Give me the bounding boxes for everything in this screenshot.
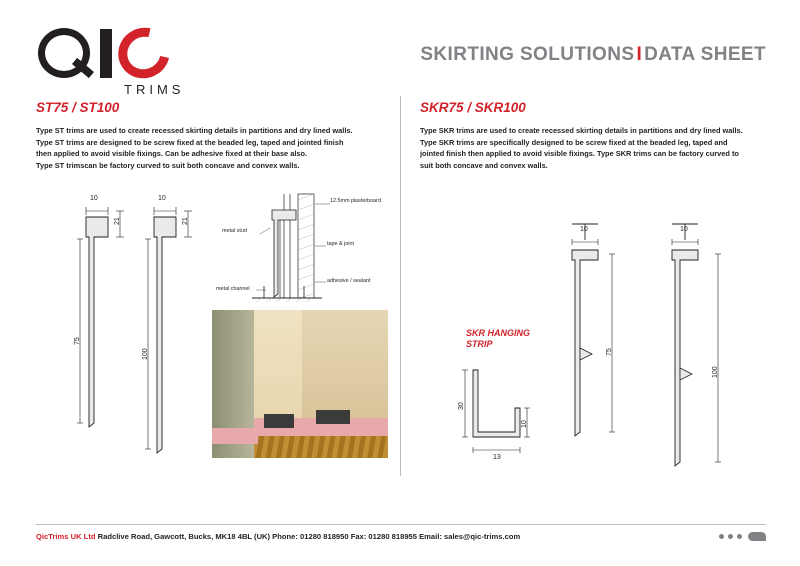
- footer-company: QicTrims UK Ltd: [36, 532, 96, 541]
- skr100-profile-drawing: [658, 218, 768, 488]
- photo-shadow-gap-2: [316, 410, 350, 424]
- right-column: [420, 100, 770, 171]
- skr-hanging-strip-svg: [455, 362, 555, 472]
- right-body-line-4: suit both concave and convex walls.: [420, 160, 548, 170]
- page-title-separator: I: [636, 44, 643, 65]
- photo-skirting-recess-left: [212, 428, 258, 444]
- detail-label-tape-joint: tape & joint: [327, 241, 354, 247]
- footer-swoosh-icon: [748, 532, 766, 541]
- right-section-title: SKR75 / SKR100: [420, 100, 526, 115]
- qic-trims-logo: [36, 22, 206, 97]
- st75-side-dim: 21: [114, 217, 121, 225]
- page-title-part2: DATA SHEET: [644, 44, 766, 65]
- skr100-profile-svg: [658, 218, 768, 488]
- st75-top-dim: 10: [90, 195, 98, 202]
- st100-top-dim: 10: [158, 195, 166, 202]
- left-section-title: ST75 / ST100: [36, 100, 120, 115]
- st75-height-dim: 75: [74, 337, 81, 345]
- st75-profile-svg: [72, 195, 142, 445]
- left-column: [36, 100, 386, 171]
- column-divider: [400, 96, 401, 476]
- left-body-line-4: Type ST trimscan be factory curved to suit both concave and convex walls.: [36, 160, 300, 170]
- detail-label-metal-channel: metal channel: [216, 286, 250, 292]
- st75-profile-drawing: [72, 195, 142, 445]
- detail-label-metal-stud: metal stud: [222, 228, 247, 234]
- page-title-part1: SKIRTING SOLUTIONS: [420, 44, 635, 65]
- right-body-line-2: Type SKR trims are specifically designed to be screw fixed at the beaded leg, taped and: [420, 137, 728, 147]
- footer-dot-2: [728, 534, 733, 539]
- left-body-line-3: then applied to avoid visible fixings. Can be adhesive fixed at their base also.: [36, 149, 308, 158]
- skr-hanging-strip-title-line2: STRIP: [466, 339, 493, 349]
- detail-label-plasterboard: 12.5mm plasterboard: [330, 198, 381, 204]
- skr75-profile-drawing: [558, 218, 648, 468]
- left-section-body: [36, 125, 366, 171]
- skr75-profile-svg: [558, 218, 648, 468]
- installation-photo: [212, 310, 388, 458]
- skr-hanging-strip-title: [466, 328, 530, 350]
- skr-strip-height-dim: 30: [458, 402, 465, 410]
- skr100-height-dim: 100: [712, 366, 719, 378]
- left-body-line-2: Type ST trims are designed to be screw fixed at the beaded leg, taped and jointed finish: [36, 137, 344, 147]
- page-header: [0, 0, 800, 97]
- footer-divider: [36, 524, 766, 525]
- page-title: [420, 44, 766, 66]
- skr-hanging-strip-title-line1: SKR HANGING: [466, 328, 531, 338]
- page-footer: [0, 518, 800, 566]
- skr-strip-width-dim: 13: [493, 454, 501, 461]
- logo-letter-c-icon: [109, 18, 180, 88]
- skr75-top-dim: 10: [580, 226, 588, 233]
- wall-detail-drawing: [212, 190, 388, 310]
- wall-detail-svg: [212, 190, 388, 310]
- skr-strip-lip-dim: 10: [521, 420, 528, 428]
- logo-letter-i: [100, 29, 112, 78]
- skr-hanging-strip-drawing: [455, 362, 555, 472]
- skr75-height-dim: 75: [606, 348, 613, 356]
- st100-profile-drawing: [140, 195, 210, 465]
- footer-text: [36, 532, 520, 541]
- footer-decoration: [719, 532, 766, 541]
- photo-wall-mid: [254, 310, 302, 422]
- footer-dot-3: [737, 534, 742, 539]
- right-body-line-1: Type SKR trims are used to create recessed skirting details in partitions and dry lined walls.: [420, 126, 743, 135]
- photo-wall-right: [302, 310, 388, 418]
- st100-side-dim: 21: [182, 217, 189, 225]
- footer-details: Radclive Road, Gawcott, Bucks, MK18 4BL (UK) Phone: 01280 818950 Fax: 01280 818955 Email: sales@qic-trims.com: [97, 532, 521, 541]
- right-section-body: [420, 125, 750, 171]
- detail-label-adhesive: adhesive / sealant: [327, 278, 371, 284]
- photo-shadow-gap-1: [264, 414, 294, 428]
- footer-dot-1: [719, 534, 724, 539]
- right-body-line-3: jointed finish then applied to avoid visible fixings. Type SKR trims can be factory curved to: [420, 149, 739, 158]
- st100-height-dim: 100: [142, 348, 149, 360]
- st100-profile-svg: [140, 195, 210, 465]
- logo-subtitle: TRIMS: [124, 82, 185, 97]
- skr100-top-dim: 10: [680, 226, 688, 233]
- left-body-line-1: Type ST trims are used to create recessed skirting details in partitions and dry lined walls.: [36, 126, 353, 135]
